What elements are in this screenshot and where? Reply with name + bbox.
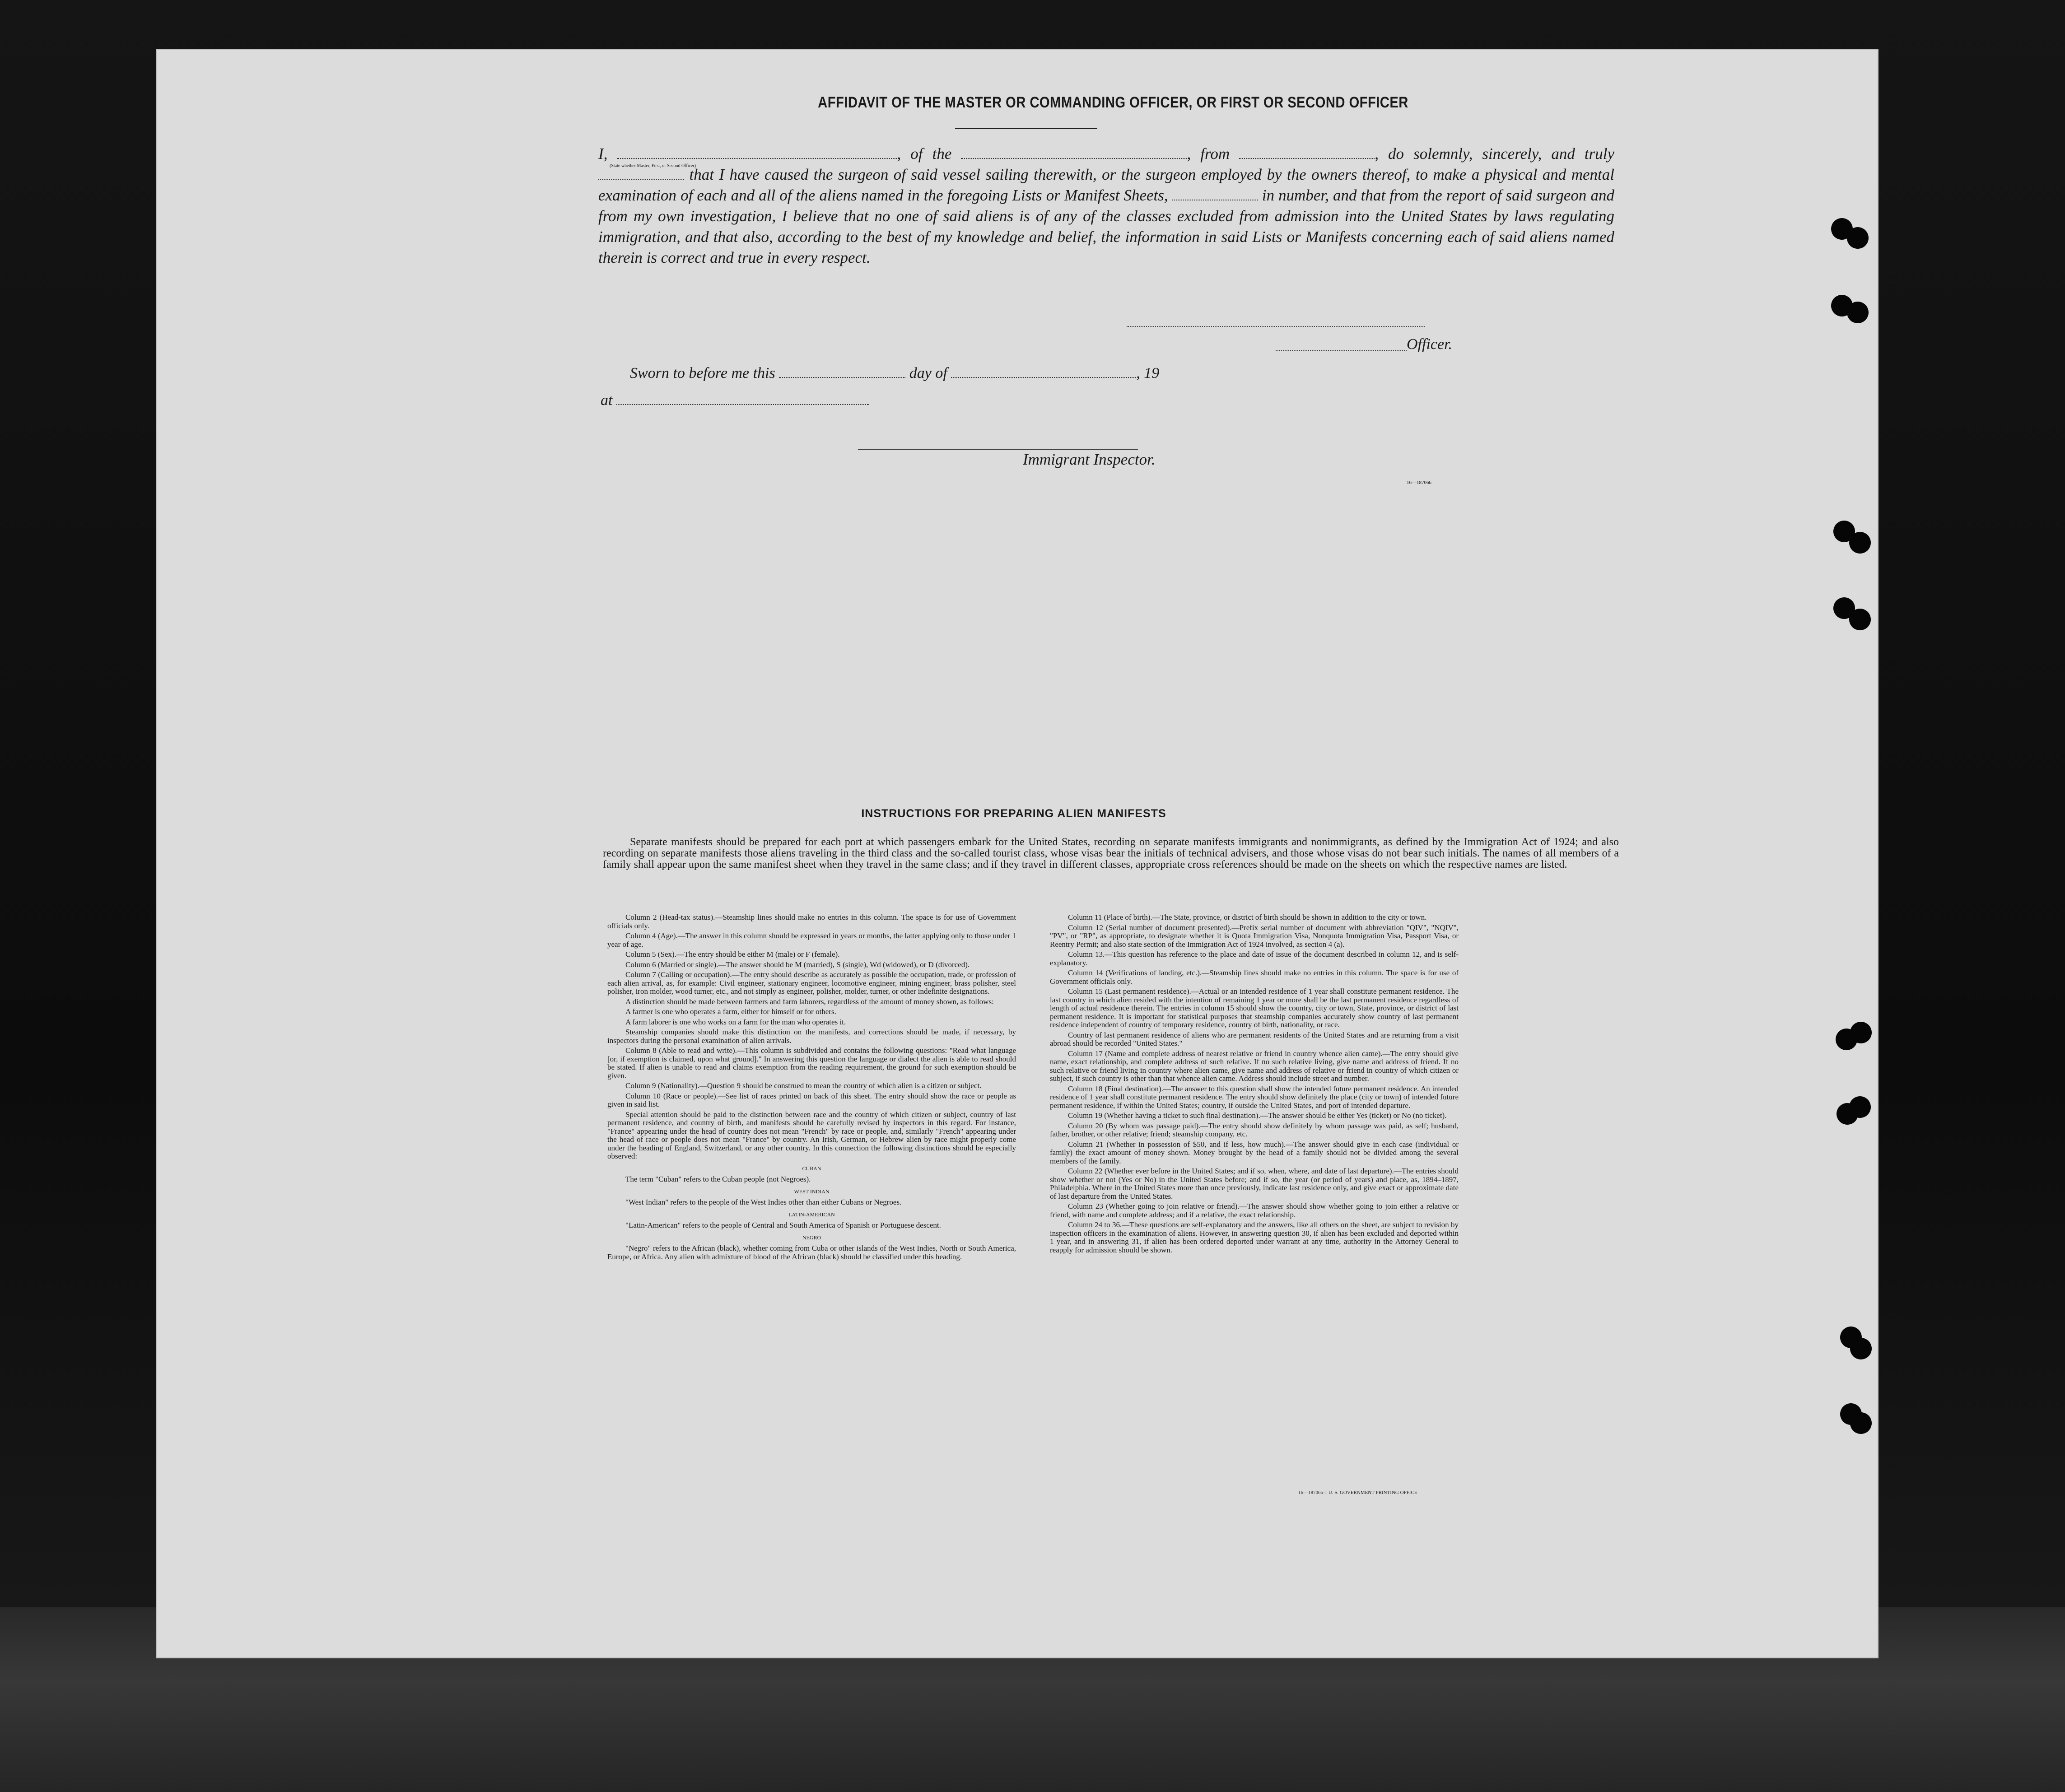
rank-note: (State whether Master, First, or Second Officer) [610, 163, 696, 168]
definition-negro: "Negro" refers to the African (black), whether coming from Cuba or other islands of the West Indies, North or South America, Europe, or Africa. Any alien with admixture of blood of the African (black) should be classified under this heading. [607, 1244, 1016, 1261]
instruction-paragraph: Column 15 (Last permanent residence).—Actual or an intended residence of 1 year shall constitute permanent residence. The last country in which alien resided with the intention of remaining 1 year or more shall be the last permanent residence regardless of length of actual residence therein. The entries in column 15 should show the country, city or town, State, province, or district of last permanent residence. It is important for statistical purposes that steamship companies accurately show country of last permanent residence independent of country of temporary residence, country of birth, nationality, or race. [1050, 987, 1459, 1029]
affidavit-line3: in number, and that from the report of said surgeon and from my own investigation, I believe that no one of said aliens is of any of the classes excluded from admission into the United States by laws regulating immigration, and that also, according to the best of my knowledge and belief, the information in said Lists or Manifests concerning each of said aliens named therein is correct and true in every respect. [598, 186, 1615, 266]
instruction-paragraph: Column 22 (Whether ever before in the United States; and if so, when, where, and date of last departure).—The entries should show whether or not (Yes or No) in the United States before; and if so, the year (or period of years) and place, as, 1894–1897, Philadelphia. Where in the United States more than once previously, indicate last residence only, and give exact or approximate date of last departure from the United States. [1050, 1167, 1459, 1201]
instructions-title: INSTRUCTIONS FOR PREPARING ALIEN MANIFESTS [861, 807, 1166, 820]
instructions-left-column [607, 913, 1016, 1263]
affidavit-line2b: that I have caused the surgeon of said vessel sailing therewith, or the surgeon employed by the owners thereof, to make a physical and mental examination of each and all of the aliens named in the foregoing Lists or Manifest Sheets, [598, 166, 1615, 204]
heading-west-indian: WEST INDIAN [794, 1188, 830, 1195]
printing-office-footer: 16—18706b-1 U. S. GOVERNMENT PRINTING OFFICE [1298, 1490, 1417, 1495]
instruction-paragraph: Column 8 (Able to read and write).—This column is subdivided and contains the following questions: "Read what language [or, if exemption is claimed, upon what ground]." In answering this question the language or dialect the alien is able to read should be stated. If alien is unable to read and claims exemption from the reading requirement, the ground for such exemption should be given. [607, 1046, 1016, 1080]
instruction-paragraph: Country of last permanent residence of aliens who are permanent residents of the United States and are returning from a visit abroad should be recorded "United States." [1050, 1030, 1459, 1047]
sworn-line [630, 365, 1159, 382]
binder-hole [1849, 609, 1871, 630]
heading-negro: NEGRO [802, 1234, 821, 1241]
affidavit-line2: solemnly, sincerely, and truly [1413, 145, 1615, 163]
instruction-paragraph: Column 23 (Whether going to join relative or friend).—The answer should show whether going to join either a relative or friend, with name and complete address; and if a relative, the exact relationship. [1050, 1202, 1459, 1219]
blank-sworn[interactable] [598, 179, 684, 180]
instruction-paragraph: Column 13.—This question has reference to the place and date of issue of the document described in column 12, and is self-explanatory. [1050, 950, 1459, 967]
title-rule [955, 128, 1097, 129]
instruction-paragraph: Column 11 (Place of birth).—The State, province, or district of birth should be shown in addition to the city or town. [1068, 913, 1427, 922]
day-of-text: day of [909, 365, 947, 382]
instructions-intro: Separate manifests should be prepared for each port at which passengers embark for the United States, recording on separate manifests immigrants and nonimmigrants, as defined by the Immigration Act of 1924; and also recording on separate manifests those aliens traveling in the third class and the so-called tourist class, whose visas bear the initials of technical advisers, and those whose visas do not bear such initials. The names of all members of a family shall appear upon the same manifest sheet when they travel in the same class; and if they travel in different classes, appropriate cross references should be made on the sheets on which the respective names are listed. [603, 836, 1619, 870]
blank-day[interactable] [779, 377, 905, 378]
instruction-paragraph: Column 18 (Final destination).—The answer to this question shall show the intended future permanent residence. An intended residence of 1 year shall constitute permanent residence. The entry should show definitely the place (city or town) of intended future permanent residence, if within the United States; country, if outside the United States, and port of intended departure. [1050, 1084, 1459, 1110]
officer-label: Officer. [1407, 336, 1453, 353]
affidavit-do: , do [1375, 145, 1404, 163]
heading-latin-american: LATIN-AMERICAN [788, 1211, 835, 1218]
binder-hole [1847, 302, 1869, 323]
instruction-paragraph: Column 5 (Sex).—The entry should be either M (male) or F (female). [625, 950, 840, 959]
affidavit-from: , from [1187, 145, 1230, 163]
affidavit-title: AFFIDAVIT OF THE MASTER OR COMMANDING OFFICER, OR FIRST OR SECOND OFFICER [818, 94, 1408, 111]
instruction-paragraph: Column 2 (Head-tax status).—Steamship lines should make no entries in this column. The space is for use of Government officials only. [607, 913, 1016, 930]
at-line [601, 392, 869, 409]
binder-hole [1850, 1412, 1872, 1434]
instruction-paragraph: Column 7 (Calling or occupation).—The entry should describe as accurately as possible the occupation, trade, or profession of each alien arrival, as, for example: Civil engineer, stationary engineer, locomotive engineer, mining engineer, brass polisher, steel polisher, iron molder, wood turner, etc., and not simply as engineer, polisher, molder, turner, or other indefinite designations. [607, 970, 1016, 996]
blank-port[interactable] [1239, 158, 1375, 159]
definition-cuban: The term "Cuban" refers to the Cuban people (not Negroes). [625, 1175, 811, 1183]
inspector-signature-line[interactable] [858, 448, 1138, 450]
blank-vessel[interactable] [961, 158, 1187, 159]
instruction-paragraph: Column 9 (Nationality).—Question 9 should be construed to mean the country of which alien is a citizen or subject. [625, 1081, 982, 1090]
blank-month[interactable] [951, 377, 1136, 378]
instruction-paragraph: Column 21 (Whether in possession of $50, and if less, how much).—The answer should give in each case (individual or family) the exact amount of money shown. Money brought by the head of a family should not be divided among the several members of the family. [1050, 1140, 1459, 1165]
binder-hole [1850, 1338, 1872, 1359]
affidavit-of-the: , of the [897, 145, 952, 163]
instruction-paragraph: A distinction should be made between farmers and farm laborers, regardless of the amount of money shown, as follows: [625, 997, 994, 1006]
sworn-text: Sworn to before me this [630, 365, 775, 382]
instruction-paragraph: Column 24 to 36.—These questions are self-explanatory and the answers, like all others on the sheet, are subject to revision by inspection officers in the examination of aliens. However, in answering question 30, if alien has been excluded and deported within 1 year, and in answering 31, if alien has been ordered deported under warrant at any time, authority in the Attorney General to reapply for admission should be shown. [1050, 1220, 1459, 1254]
instruction-paragraph: Column 19 (Whether having a ticket to such final destination).—The answer should be either Yes (ticket) or No (no ticket). [1068, 1111, 1447, 1120]
at-text: at [601, 392, 613, 409]
instruction-paragraph: Column 17 (Name and complete address of nearest relative or friend in country whence alien came).—The entry should give name, exact relationship, and complete address of such relative. If no such relative living, give name and address of friend. If no such relative or friend living in country where alien came, give name and address of relative or friend in country of which citizen or subject, if such country is other than that whence alien came. Address should include street and number. [1050, 1049, 1459, 1083]
instructions-right-column [1050, 913, 1459, 1256]
year-text: , 19 [1136, 365, 1160, 382]
instruction-paragraph: Column 6 (Married or single).—The answer should be M (married), S (single), Wd (widowed), or D (divorced). [625, 960, 970, 969]
instruction-paragraph: Column 20 (By whom was passage paid).—The entry should show definitely by whom passage was paid, as self; husband, father, brother, or other relative; friend; steamship company, etc. [1050, 1121, 1459, 1138]
form-number: 16—18706b [1407, 480, 1431, 485]
definition-west-indian: "West Indian" refers to the people of the West Indies other than either Cubans or Negroes. [625, 1198, 902, 1206]
document-page [156, 49, 1879, 1658]
binder-hole [1850, 1022, 1872, 1043]
binder-hole [1849, 532, 1871, 554]
affidavit-i: I, [598, 145, 608, 163]
signature-line[interactable] [1127, 325, 1425, 327]
binder-hole [1847, 227, 1869, 249]
officer-line[interactable] [1276, 349, 1407, 351]
affidavit-paragraph [598, 144, 1614, 268]
instruction-paragraph: Column 10 (Race or people).—See list of races printed on back of this sheet. The entry should show the race or people as given in said list. [607, 1091, 1016, 1108]
heading-cuban: CUBAN [802, 1165, 821, 1172]
binder-hole [1849, 1096, 1871, 1118]
definition-latin-american: "Latin-American" refers to the people of Central and South America of Spanish or Portuguese descent. [625, 1221, 941, 1229]
instruction-paragraph: Column 12 (Serial number of document presented).—Prefix serial number of document with abbreviation "QIV", "NQIV", "PV", or "RP", as appropriate, to designate whether it is Quota Immigration Visa, Nonquota Immigration Visa, Passport Visa, or Reentry Permit; and also state section of the Immigration Act of 1924 involved, as section 4 (a). [1050, 923, 1459, 949]
instruction-paragraph: Steamship companies should make this distinction on the manifests, and corrections should be made, if necessary, by inspectors during the personal examination of alien arrivals. [607, 1028, 1016, 1045]
instruction-paragraph: Column 14 (Verifications of landing, etc.).—Steamship lines should make no entries in this column. The space is for use of Government officials only. [1050, 968, 1459, 986]
instruction-paragraph: A farm laborer is one who works on a farm for the man who operates it. [625, 1017, 846, 1026]
blank-at-place[interactable] [616, 404, 869, 405]
inspector-label: Immigrant Inspector. [1023, 451, 1156, 468]
instruction-paragraph: Special attention should be paid to the distinction between race and the country of which citizen or subject, country of last permanent residence, and country of birth, and manifests should be carefully revised by inspectors in this regard. For instance, "France" appearing under the head of country does not mean "French" by race or people, and, similarly "French" appearing under the head of race or people does not mean "France" by country. An Irish, German, or Hebrew alien by race might properly come under the heading of England, Switzerland, or any other country. In this connection the following distinctions should be especially observed: [607, 1110, 1016, 1160]
blank-officer-rank[interactable] [617, 158, 897, 159]
instruction-paragraph: Column 4 (Age).—The answer in this column should be expressed in years or months, the latter applying only to those under 1 year of age. [607, 931, 1016, 949]
instruction-paragraph: A farmer is one who operates a farm, either for himself or for others. [625, 1007, 836, 1016]
